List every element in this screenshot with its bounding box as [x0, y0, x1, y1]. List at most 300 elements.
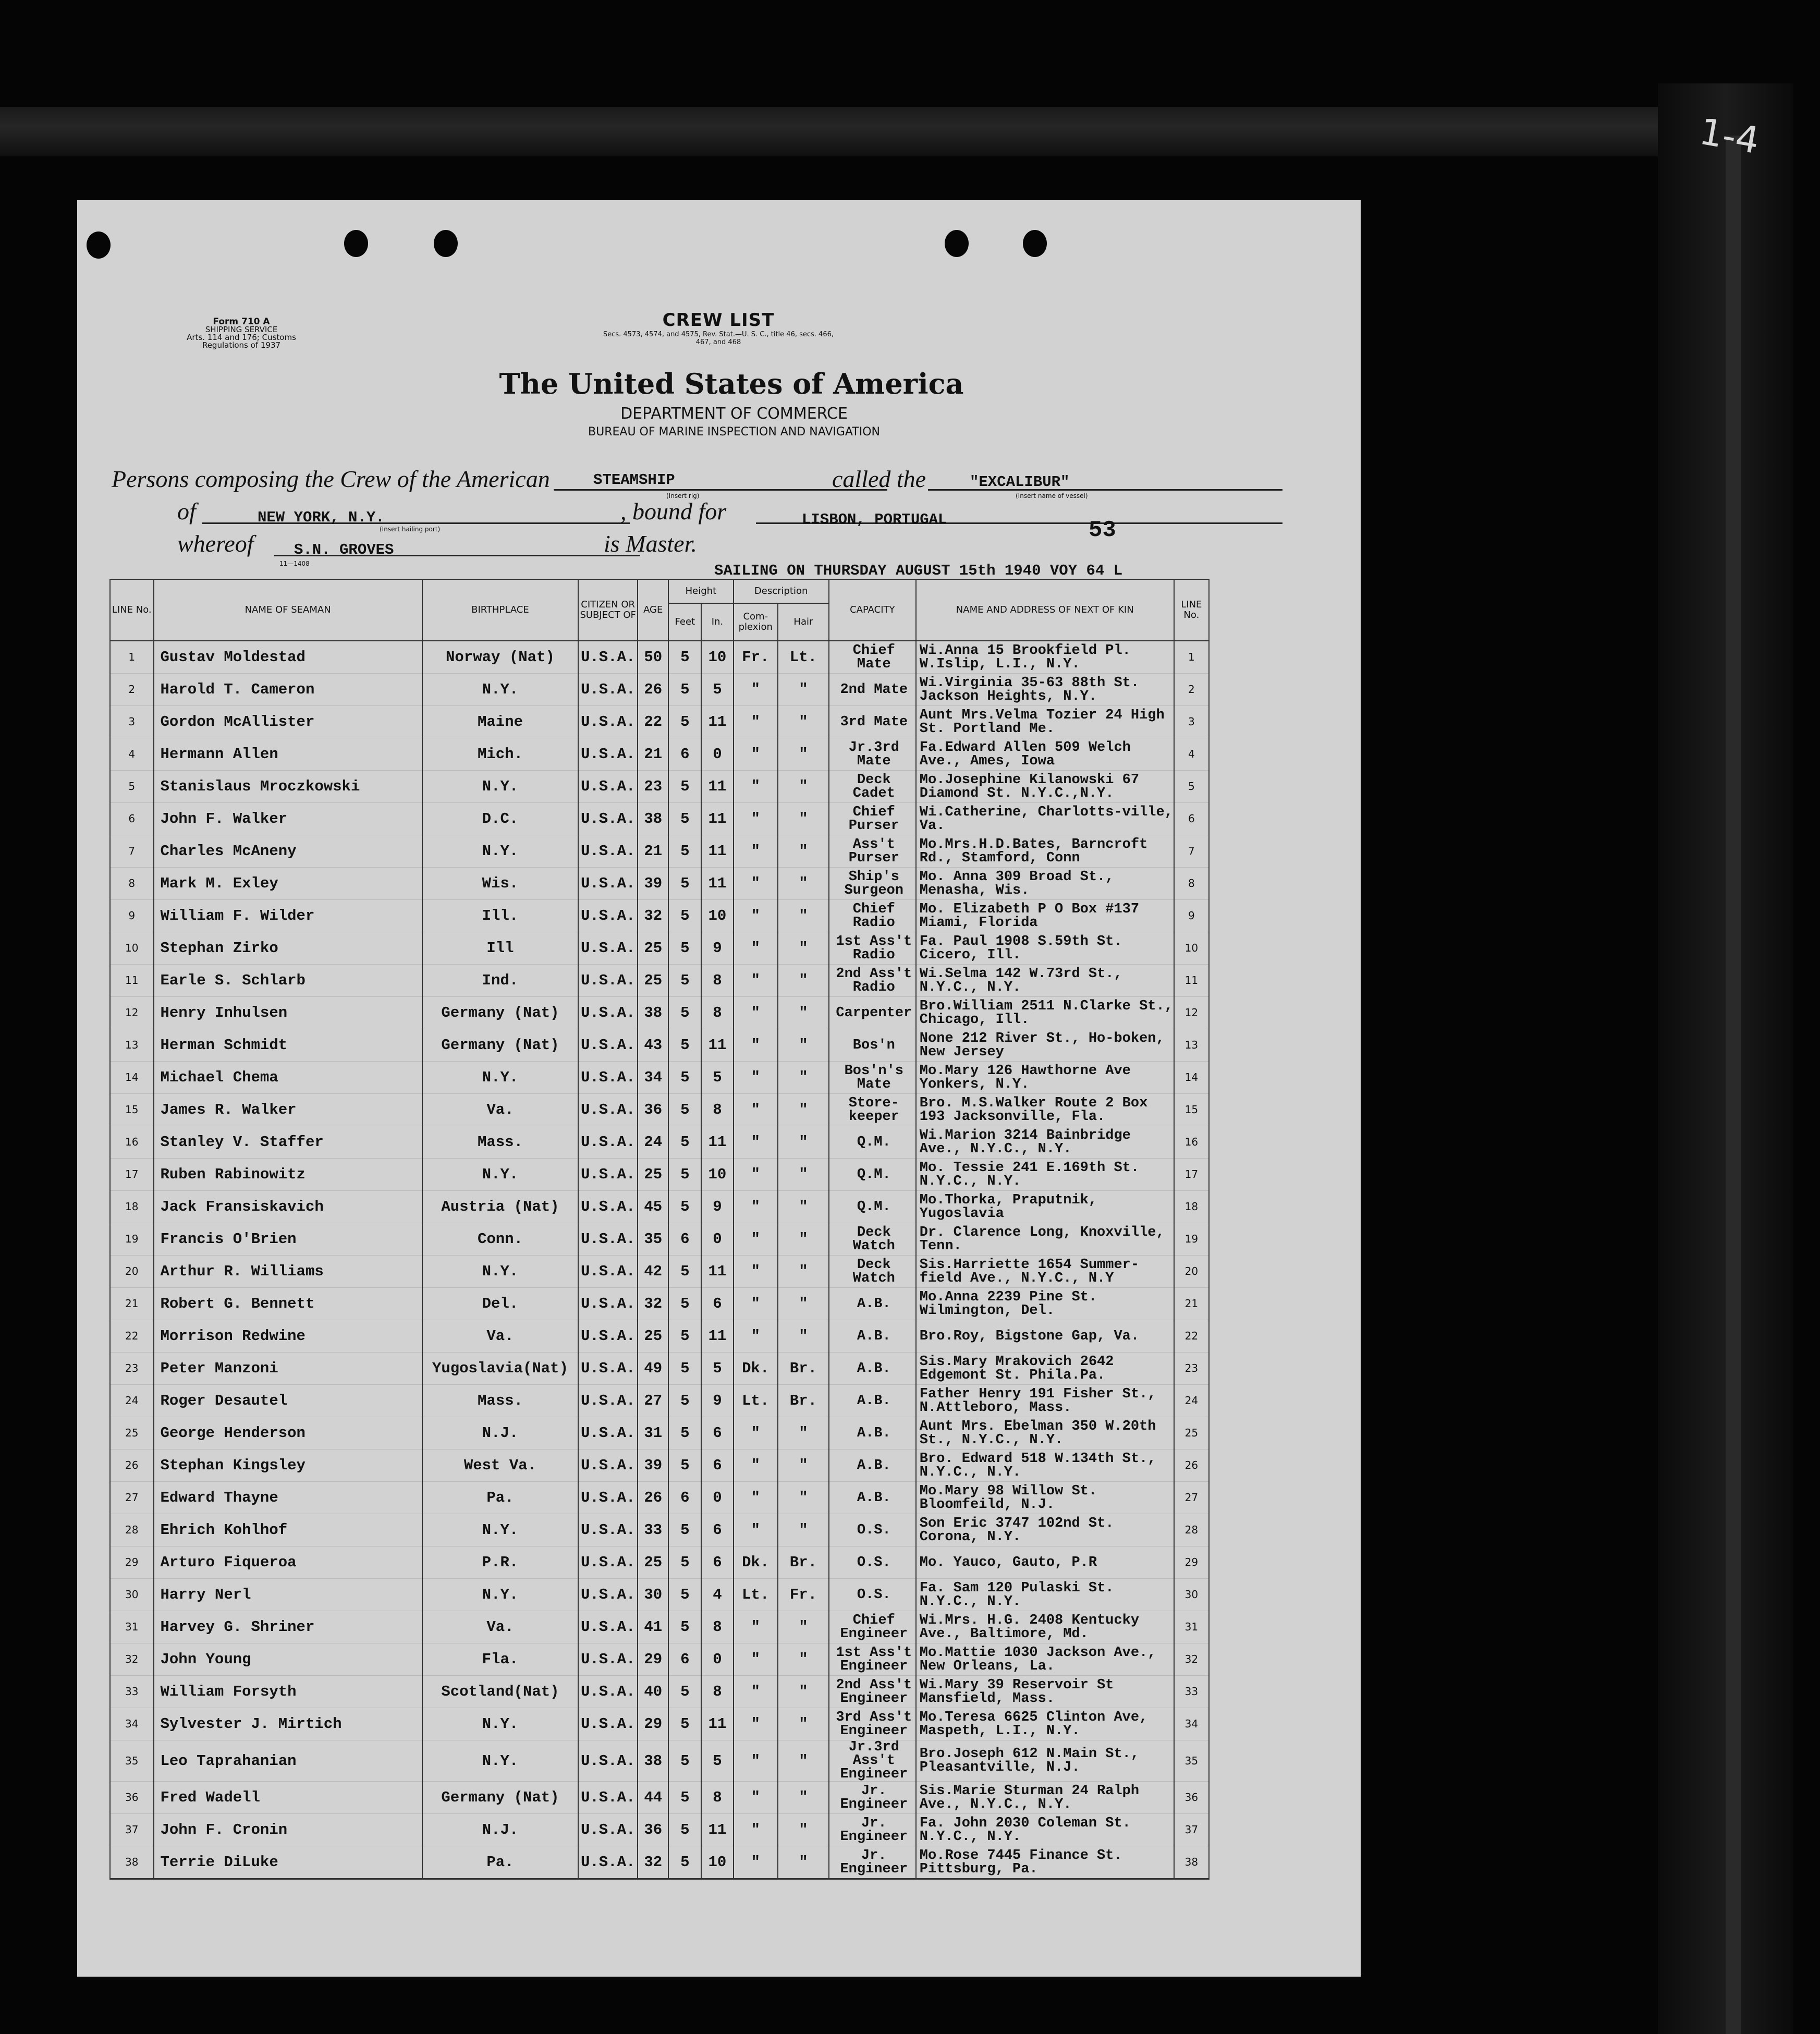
sailing-note: SAILING ON THURSDAY AUGUST 15th 1940 VOY 64 L	[714, 562, 1123, 579]
capacity: Q.M.	[829, 1159, 916, 1191]
line-number: 38	[110, 1846, 154, 1879]
line-number: 5	[110, 771, 154, 803]
birthplace: Norway (Nat)	[422, 641, 578, 674]
height-inches: 11	[701, 1256, 733, 1288]
seaman-name: Jack Fransiskavich	[154, 1191, 422, 1223]
line-number-right: 6	[1174, 803, 1209, 835]
birthplace: Germany (Nat)	[422, 997, 578, 1029]
punch-hole	[344, 230, 368, 257]
line-number-right: 2	[1174, 674, 1209, 706]
line-number: 15	[110, 1094, 154, 1126]
age: 25	[638, 965, 668, 997]
citizenship: U.S.A.	[578, 1782, 638, 1814]
citizenship: U.S.A.	[578, 1740, 638, 1782]
birthplace: Germany (Nat)	[422, 1029, 578, 1062]
hair: "	[778, 1450, 829, 1482]
col-header-capacity: CAPACITY	[829, 579, 916, 641]
next-of-kin: Wi.Mary 39 Reservoir St Mansfield, Mass.	[916, 1676, 1174, 1708]
height-inches: 9	[701, 1385, 733, 1417]
height-feet: 5	[668, 1159, 701, 1191]
birthplace: Pa.	[422, 1846, 578, 1879]
birthplace: Pa.	[422, 1482, 578, 1514]
hair: "	[778, 1643, 829, 1676]
line-number-right: 27	[1174, 1482, 1209, 1514]
line-number-right: 7	[1174, 835, 1209, 868]
punch-hole	[434, 230, 458, 257]
birthplace: N.Y.	[422, 835, 578, 868]
age: 29	[638, 1708, 668, 1740]
height-inches: 11	[701, 1708, 733, 1740]
citizenship: U.S.A.	[578, 1288, 638, 1320]
table-row	[110, 674, 1209, 706]
complexion: "	[734, 1676, 778, 1708]
next-of-kin: None 212 River St., Ho-boken, New Jersey	[916, 1029, 1174, 1062]
birthplace: N.Y.	[422, 1159, 578, 1191]
crew-list-document	[77, 200, 1361, 1977]
capacity: Ship's Surgeon	[829, 868, 916, 900]
table-row	[110, 932, 1209, 965]
next-of-kin: Bro.Joseph 612 N.Main St., Pleasantville, N.J.	[916, 1740, 1174, 1782]
seaman-name: Arthur R. Williams	[154, 1256, 422, 1288]
next-of-kin: Wi.Anna 15 Brookfield Pl. W.Islip, L.I., N.Y.	[916, 641, 1174, 674]
line-number-right: 17	[1174, 1159, 1209, 1191]
height-feet: 5	[668, 868, 701, 900]
age: 39	[638, 868, 668, 900]
capacity: Ass't Purser	[829, 835, 916, 868]
age: 25	[638, 932, 668, 965]
height-feet: 5	[668, 1579, 701, 1611]
height-inches: 11	[701, 771, 733, 803]
height-feet: 5	[668, 1029, 701, 1062]
capacity: 2nd Ass't Radio	[829, 965, 916, 997]
age: 26	[638, 674, 668, 706]
next-of-kin: Wi.Virginia 35-63 88th St. Jackson Heights, N.Y.	[916, 674, 1174, 706]
seaman-name: Robert G. Bennett	[154, 1288, 422, 1320]
height-inches: 5	[701, 674, 733, 706]
next-of-kin: Mo.Teresa 6625 Clinton Ave, Maspeth, L.I., N.Y.	[916, 1708, 1174, 1740]
document-title: CREW LIST	[662, 310, 775, 331]
seaman-name: William Forsyth	[154, 1676, 422, 1708]
line-number: 19	[110, 1223, 154, 1256]
birthplace: Del.	[422, 1288, 578, 1320]
age: 49	[638, 1353, 668, 1385]
birthplace: Fla.	[422, 1643, 578, 1676]
table-row	[110, 1159, 1209, 1191]
seaman-name: William F. Wilder	[154, 900, 422, 932]
hair: "	[778, 803, 829, 835]
citizenship: U.S.A.	[578, 1320, 638, 1353]
line-number-right: 21	[1174, 1288, 1209, 1320]
birthplace: Austria (Nat)	[422, 1191, 578, 1223]
citizenship: U.S.A.	[578, 1676, 638, 1708]
table-row	[110, 1256, 1209, 1288]
seaman-name: James R. Walker	[154, 1094, 422, 1126]
citizenship: U.S.A.	[578, 868, 638, 900]
table-row	[110, 1450, 1209, 1482]
hair: "	[778, 900, 829, 932]
hair: "	[778, 1611, 829, 1643]
next-of-kin: Fa.Edward Allen 509 Welch Ave., Ames, Iowa	[916, 738, 1174, 771]
height-inches: 9	[701, 932, 733, 965]
seaman-name: Stanley V. Staffer	[154, 1126, 422, 1159]
complexion: "	[734, 1708, 778, 1740]
line-number: 14	[110, 1062, 154, 1094]
next-of-kin: Bro. Edward 518 W.134th St., N.Y.C., N.Y.	[916, 1450, 1174, 1482]
line-number: 20	[110, 1256, 154, 1288]
citizenship: U.S.A.	[578, 1846, 638, 1879]
country-heading: The United States of America	[499, 367, 964, 400]
line-number-right: 20	[1174, 1256, 1209, 1288]
height-inches: 11	[701, 803, 733, 835]
age: 38	[638, 803, 668, 835]
complexion: "	[734, 1029, 778, 1062]
birthplace: Germany (Nat)	[422, 1782, 578, 1814]
form-number: Form 710 A	[213, 316, 270, 327]
height-inches: 8	[701, 1094, 733, 1126]
line-number: 11	[110, 965, 154, 997]
table-row	[110, 1740, 1209, 1782]
complexion: Dk.	[734, 1353, 778, 1385]
punch-hole	[87, 232, 111, 259]
height-feet: 6	[668, 1482, 701, 1514]
hair: "	[778, 1126, 829, 1159]
complexion: Lt.	[734, 1385, 778, 1417]
rig-value: STEAMSHIP	[593, 471, 675, 489]
table-row	[110, 803, 1209, 835]
col-header-inches: In.	[701, 603, 733, 641]
line-number: 29	[110, 1546, 154, 1579]
col-header-height: Height	[668, 579, 733, 603]
scan-background-bar-top	[0, 107, 1720, 156]
capacity: Bos'n	[829, 1029, 916, 1062]
hair: "	[778, 1708, 829, 1740]
next-of-kin: Mo.Mattie 1030 Jackson Ave., New Orleans, La.	[916, 1643, 1174, 1676]
complexion: "	[734, 932, 778, 965]
next-of-kin: Mo.Anna 2239 Pine St. Wilmington, Del.	[916, 1288, 1174, 1320]
line-number: 6	[110, 803, 154, 835]
complexion: "	[734, 706, 778, 738]
height-feet: 5	[668, 1514, 701, 1546]
hair: "	[778, 835, 829, 868]
destination: LISBON, PORTUGAL	[802, 511, 947, 528]
hair: "	[778, 965, 829, 997]
col-header-feet: Feet	[668, 603, 701, 641]
table-row	[110, 1288, 1209, 1320]
capacity: A.B.	[829, 1482, 916, 1514]
citizenship: U.S.A.	[578, 1385, 638, 1417]
line-number-right: 29	[1174, 1546, 1209, 1579]
line-number-right: 1	[1174, 641, 1209, 674]
line-number: 34	[110, 1708, 154, 1740]
citizenship: U.S.A.	[578, 1094, 638, 1126]
seaman-name: Charles McAneny	[154, 835, 422, 868]
citizenship: U.S.A.	[578, 932, 638, 965]
next-of-kin: Bro. M.S.Walker Route 2 Box 193 Jacksonville, Fla.	[916, 1094, 1174, 1126]
capacity: A.B.	[829, 1320, 916, 1353]
seaman-name: Stephan Zirko	[154, 932, 422, 965]
birthplace: Mich.	[422, 738, 578, 771]
punch-hole	[1023, 230, 1047, 257]
height-inches: 8	[701, 1676, 733, 1708]
seaman-name: Leo Taprahanian	[154, 1740, 422, 1782]
hair: "	[778, 1256, 829, 1288]
vessel-hint: (Insert name of vessel)	[1016, 492, 1088, 500]
master-label: is Master.	[604, 530, 697, 557]
line-number: 13	[110, 1029, 154, 1062]
capacity: Q.M.	[829, 1191, 916, 1223]
next-of-kin: Wi.Marion 3214 Bainbridge Ave., N.Y.C., N.Y.	[916, 1126, 1174, 1159]
hair: "	[778, 771, 829, 803]
hair: "	[778, 1062, 829, 1094]
citizenship: U.S.A.	[578, 1256, 638, 1288]
capacity: A.B.	[829, 1288, 916, 1320]
table-row	[110, 1320, 1209, 1353]
hair: "	[778, 1320, 829, 1353]
line-number: 12	[110, 997, 154, 1029]
table-row	[110, 1814, 1209, 1846]
line-number-right: 11	[1174, 965, 1209, 997]
line-number: 37	[110, 1814, 154, 1846]
seaman-name: Michael Chema	[154, 1062, 422, 1094]
citizenship: U.S.A.	[578, 1643, 638, 1676]
height-feet: 5	[668, 1062, 701, 1094]
next-of-kin: Wi.Mrs. H.G. 2408 Kentucky Ave., Baltimore, Md.	[916, 1611, 1174, 1643]
complexion: "	[734, 1611, 778, 1643]
hair: "	[778, 1482, 829, 1514]
citizenship: U.S.A.	[578, 1546, 638, 1579]
hair: "	[778, 1159, 829, 1191]
table-row	[110, 1708, 1209, 1740]
line-number: 22	[110, 1320, 154, 1353]
height-feet: 5	[668, 965, 701, 997]
age: 50	[638, 641, 668, 674]
next-of-kin: Dr. Clarence Long, Knoxville, Tenn.	[916, 1223, 1174, 1256]
table-row	[110, 1579, 1209, 1611]
capacity: 1st Ass't Engineer	[829, 1643, 916, 1676]
seaman-name: Henry Inhulsen	[154, 997, 422, 1029]
seaman-name: Mark M. Exley	[154, 868, 422, 900]
punch-hole	[945, 230, 969, 257]
hair: "	[778, 1814, 829, 1846]
table-row	[110, 1191, 1209, 1223]
table-row	[110, 1546, 1209, 1579]
seaman-name: Stephan Kingsley	[154, 1450, 422, 1482]
form-service: SHIPPING SERVICE	[205, 325, 278, 334]
line-number-right: 5	[1174, 771, 1209, 803]
line-number: 2	[110, 674, 154, 706]
height-feet: 5	[668, 1256, 701, 1288]
next-of-kin: Sis.Mary Mrakovich 2642 Edgemont St. Phila.Pa.	[916, 1353, 1174, 1385]
hair: Fr.	[778, 1579, 829, 1611]
next-of-kin: Mo.Thorka, Praputnik, Yugoslavia	[916, 1191, 1174, 1223]
height-inches: 8	[701, 997, 733, 1029]
col-header-line-right: LINE No.	[1174, 579, 1209, 641]
next-of-kin: Wi.Selma 142 W.73rd St., N.Y.C., N.Y.	[916, 965, 1174, 997]
table-row	[110, 1223, 1209, 1256]
next-of-kin: Father Henry 191 Fisher St., N.Attleboro, Mass.	[916, 1385, 1174, 1417]
next-of-kin: Mo.Mary 98 Willow St. Bloomfeild, N.J.	[916, 1482, 1174, 1514]
complexion: "	[734, 1094, 778, 1126]
next-of-kin: Wi.Catherine, Charlotts-ville, Va.	[916, 803, 1174, 835]
complexion: "	[734, 674, 778, 706]
hair: "	[778, 738, 829, 771]
hair: Br.	[778, 1353, 829, 1385]
complexion: "	[734, 1846, 778, 1879]
age: 33	[638, 1514, 668, 1546]
age: 31	[638, 1417, 668, 1450]
birthplace: Va.	[422, 1094, 578, 1126]
seaman-name: George Henderson	[154, 1417, 422, 1450]
height-inches: 4	[701, 1579, 733, 1611]
table-row	[110, 868, 1209, 900]
height-inches: 9	[701, 1191, 733, 1223]
capacity: Chief Radio	[829, 900, 916, 932]
citizenship: U.S.A.	[578, 674, 638, 706]
hair: "	[778, 868, 829, 900]
height-feet: 5	[668, 1191, 701, 1223]
seaman-name: Ehrich Kohlhof	[154, 1514, 422, 1546]
print-code: 11—1408	[279, 560, 310, 567]
seaman-name: John F. Cronin	[154, 1814, 422, 1846]
birthplace: West Va.	[422, 1450, 578, 1482]
col-header-citizen: CITIZEN OR SUBJECT OF	[578, 579, 638, 641]
seaman-name: Ruben Rabinowitz	[154, 1159, 422, 1191]
line-number-right: 25	[1174, 1417, 1209, 1450]
table-row	[110, 1846, 1209, 1879]
age: 21	[638, 835, 668, 868]
age: 24	[638, 1126, 668, 1159]
vessel-name: "EXCALIBUR"	[970, 473, 1070, 491]
height-feet: 5	[668, 1094, 701, 1126]
line-number: 28	[110, 1514, 154, 1546]
line-number-right: 28	[1174, 1514, 1209, 1546]
line-number-right: 31	[1174, 1611, 1209, 1643]
line-number: 21	[110, 1288, 154, 1320]
age: 26	[638, 1482, 668, 1514]
age: 45	[638, 1191, 668, 1223]
persons-label: Persons composing the Crew of the American	[112, 466, 550, 492]
citizenship: U.S.A.	[578, 965, 638, 997]
age: 25	[638, 1159, 668, 1191]
capacity: Jr.3rd Mate	[829, 738, 916, 771]
hair: "	[778, 1288, 829, 1320]
table-row	[110, 1062, 1209, 1094]
citizenship: U.S.A.	[578, 1450, 638, 1482]
master-name: S.N. GROVES	[294, 541, 394, 558]
seaman-name: John Young	[154, 1643, 422, 1676]
next-of-kin: Bro.William 2511 N.Clarke St., Chicago, Ill.	[916, 997, 1174, 1029]
capacity: 1st Ass't Radio	[829, 932, 916, 965]
hair: Br.	[778, 1546, 829, 1579]
seaman-name: John F. Walker	[154, 803, 422, 835]
citizenship: U.S.A.	[578, 706, 638, 738]
height-inches: 6	[701, 1450, 733, 1482]
department-heading: DEPARTMENT OF COMMERCE	[620, 405, 848, 423]
height-feet: 5	[668, 1546, 701, 1579]
next-of-kin: Mo. Elizabeth P O Box #137 Miami, Florida	[916, 900, 1174, 932]
next-of-kin: Bro.Roy, Bigstone Gap, Va.	[916, 1320, 1174, 1353]
age: 25	[638, 1320, 668, 1353]
capacity: 3rd Ass't Engineer	[829, 1708, 916, 1740]
table-row	[110, 1029, 1209, 1062]
height-inches: 5	[701, 1353, 733, 1385]
line-number: 30	[110, 1579, 154, 1611]
table-row	[110, 1094, 1209, 1126]
whereof-label: whereof	[177, 530, 254, 557]
capacity: Carpenter	[829, 997, 916, 1029]
line-number-right: 16	[1174, 1126, 1209, 1159]
birthplace: Wis.	[422, 868, 578, 900]
birthplace: Scotland(Nat)	[422, 1676, 578, 1708]
line-number-right: 38	[1174, 1846, 1209, 1879]
seaman-name: Francis O'Brien	[154, 1223, 422, 1256]
line-number: 3	[110, 706, 154, 738]
citizenship: U.S.A.	[578, 1611, 638, 1643]
line-number-right: 34	[1174, 1708, 1209, 1740]
capacity: A.B.	[829, 1417, 916, 1450]
citizenship: U.S.A.	[578, 1514, 638, 1546]
complexion: "	[734, 1643, 778, 1676]
statute-reference: Secs. 4573, 4574, and 4575, Rev. Stat.—U. S. C., title 46, secs. 466, 467, and 468	[603, 331, 834, 346]
table-row	[110, 1782, 1209, 1814]
citizenship: U.S.A.	[578, 900, 638, 932]
port-hint: (Insert hailing port)	[380, 526, 441, 533]
capacity: O.S.	[829, 1514, 916, 1546]
height-inches: 11	[701, 1029, 733, 1062]
table-row	[110, 1385, 1209, 1417]
complexion: "	[734, 1782, 778, 1814]
complexion: "	[734, 900, 778, 932]
table-row	[110, 641, 1209, 674]
height-feet: 5	[668, 1740, 701, 1782]
line-number-right: 10	[1174, 932, 1209, 965]
complexion: "	[734, 771, 778, 803]
age: 27	[638, 1385, 668, 1417]
citizenship: U.S.A.	[578, 1029, 638, 1062]
height-feet: 5	[668, 1385, 701, 1417]
hair: "	[778, 674, 829, 706]
table-row	[110, 1676, 1209, 1708]
form-articles: Arts. 114 and 176; Customs Regulations of 1937	[187, 333, 296, 350]
seaman-name: Herman Schmidt	[154, 1029, 422, 1062]
table-row	[110, 1482, 1209, 1514]
crew-table-body	[110, 641, 1209, 1879]
citizenship: U.S.A.	[578, 1062, 638, 1094]
age: 38	[638, 997, 668, 1029]
complexion: "	[734, 1062, 778, 1094]
table-row	[110, 835, 1209, 868]
citizenship: U.S.A.	[578, 1191, 638, 1223]
table-row	[110, 1514, 1209, 1546]
height-feet: 5	[668, 1814, 701, 1846]
seaman-name: Harold T. Cameron	[154, 674, 422, 706]
capacity: Q.M.	[829, 1126, 916, 1159]
citizenship: U.S.A.	[578, 738, 638, 771]
form-identifier	[181, 318, 301, 349]
complexion: "	[734, 803, 778, 835]
line-number-right: 4	[1174, 738, 1209, 771]
citizenship: U.S.A.	[578, 771, 638, 803]
height-inches: 8	[701, 1611, 733, 1643]
citizenship: U.S.A.	[578, 803, 638, 835]
capacity: Deck Watch	[829, 1256, 916, 1288]
age: 32	[638, 900, 668, 932]
next-of-kin: Mo.Rose 7445 Finance St. Pittsburg, Pa.	[916, 1846, 1174, 1879]
line-number: 26	[110, 1450, 154, 1482]
complexion: "	[734, 1417, 778, 1450]
col-header-complexion: Com- plexion	[734, 603, 778, 641]
capacity: Store-keeper	[829, 1094, 916, 1126]
